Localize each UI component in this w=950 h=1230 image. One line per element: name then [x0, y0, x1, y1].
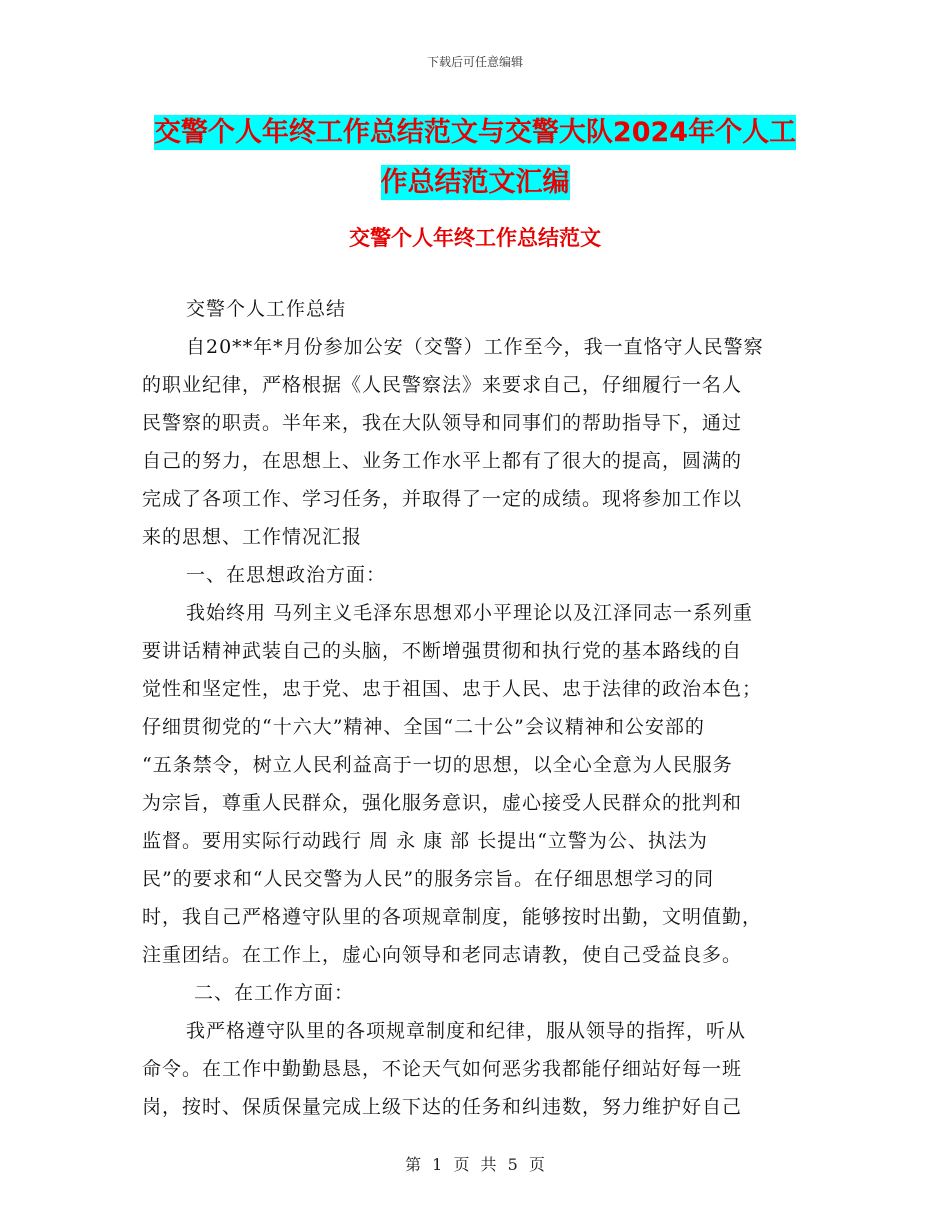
- text-line: 觉性和坚定性，忠于党、忠于祖国、忠于人民、忠于法律的政治本色；: [142, 678, 763, 700]
- text-line: 为宗旨，尊重人民群众，强化服务意识，虚心接受人民群众的批判和: [142, 792, 743, 814]
- text-line: 注重团结。在工作上，虚心向领导和老同志请教，使自己受益良多。: [142, 944, 743, 966]
- title-line-1-text: 交警个人年终工作总结范文与交警大队2024年个人工: [153, 117, 797, 148]
- text-line: “五条禁令，树立人民利益高于一切的思想，以全心全意为人民服务: [142, 754, 733, 776]
- page-number: 第 1 页 共 5 页: [405, 1155, 545, 1174]
- document-title: [0, 108, 950, 208]
- text-line: 民”的要求和“人民交警为人民”的服务宗旨。在仔细思想学习的同: [142, 868, 715, 890]
- section-title: 交警个人年终工作总结范文: [349, 226, 601, 250]
- text-line: 来的思想、工作情况汇报: [142, 526, 363, 548]
- text-line: 要讲话精神武装自己的头脑，不断增强贯彻和执行党的基本路线的自: [142, 640, 743, 662]
- text-line: 交警个人工作总结: [186, 298, 347, 320]
- text-line: 时，我自己严格遵守队里的各项规章制度，能够按时出勤，文明值勤，: [142, 906, 763, 928]
- text-line: 自己的努力，在思想上、业务工作水平上都有了很大的提高，圆满的: [142, 450, 743, 472]
- text-line: 监督。要用实际行动践行 周 永 康 部 长提出“立警为公、执法为: [142, 830, 708, 852]
- text-line: 我严格遵守队里的各项规章制度和纪律，服从领导的指挥，听从: [186, 1020, 747, 1042]
- text-line: 仔细贯彻党的“十六大”精神、全国“二十公”会议精神和公安部的: [142, 716, 705, 738]
- text-line: 岗，按时、保质保量完成上级下达的任务和纠违数，努力维护好自己: [142, 1096, 743, 1118]
- text-line: 的职业纪律，严格根据《人民警察法》来要求自己，仔细履行一名人: [142, 374, 743, 396]
- text-line: 一、在思想政治方面：: [186, 564, 387, 586]
- text-line: 二、在工作方面：: [194, 982, 355, 1004]
- body-text: [142, 290, 822, 1126]
- text-line: 我始终用 马列主义毛泽东思想邓小平理论以及江泽同志一系列重: [186, 602, 754, 624]
- title-line-2-text: 作总结范文汇编: [380, 167, 570, 198]
- text-line: 自20**年*月份参加公安（交警）工作至今，我一直恪守人民警察: [186, 336, 764, 358]
- text-line: 命令。在工作中勤勤恳恳，不论天气如何恶劣我都能仔细站好每一班: [142, 1058, 743, 1080]
- header-note: 下载后可任意编辑: [426, 55, 523, 69]
- document-title-line-1: [0, 108, 950, 158]
- text-line: 民警察的职责。半年来，我在大队领导和同事们的帮助指导下，通过: [142, 412, 743, 434]
- document-title-line-2: [0, 158, 950, 208]
- text-line: 完成了各项工作、学习任务，并取得了一定的成绩。现将参加工作以: [142, 488, 743, 510]
